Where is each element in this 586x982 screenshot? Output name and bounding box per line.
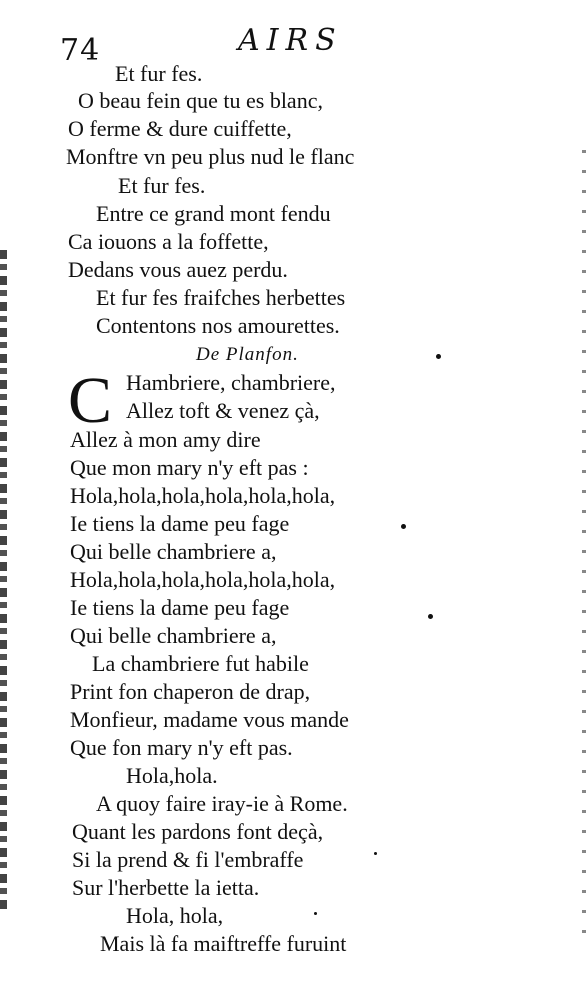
poem2-line: Monfieur, madame vous mande xyxy=(70,707,349,732)
poem1-line: O beau fein que tu es blanc, xyxy=(78,88,323,113)
poem1-line: Contentons nos amourettes. xyxy=(96,313,340,338)
page-number: 74 xyxy=(60,33,101,68)
poem2-line: Hola,hola,hola,hola,hola,hola, xyxy=(70,567,336,592)
page-edge-right xyxy=(582,150,586,940)
page-edge-left xyxy=(0,250,7,910)
poem2-line: Hola,hola,hola,hola,hola,hola, xyxy=(70,483,336,508)
ink-speck xyxy=(401,524,406,529)
attribution: De Planfon. xyxy=(196,344,299,365)
poem1-line: O ferme & dure cuiffette, xyxy=(68,116,292,141)
poem1-line: Ca iouons a la foffette, xyxy=(68,229,269,254)
poem2-line: Print fon chaperon de drap, xyxy=(70,679,311,704)
poem2-line: Hola, hola, xyxy=(126,903,224,928)
poem2-line: Que mon mary n'y eft pas : xyxy=(70,455,309,480)
ink-speck xyxy=(314,912,317,915)
poem1-line: Et fur fes. xyxy=(115,61,203,86)
poem2-line: Si la prend & fi l'embraffe xyxy=(72,847,304,872)
poem2-line: A quoy faire iray-ie à Rome. xyxy=(96,791,348,816)
poem1-line: Et fur fes. xyxy=(118,173,206,198)
poem2-line: Allez toft & venez çà, xyxy=(126,398,320,423)
poem2-first-line: Hambriere, chambriere, xyxy=(126,370,336,395)
running-head: AIRS xyxy=(238,23,343,58)
drop-cap: C xyxy=(68,364,113,437)
poem2-line: Que fon mary n'y eft pas. xyxy=(70,735,293,760)
poem1-line: Entre ce grand mont fendu xyxy=(96,201,331,226)
ink-speck xyxy=(428,614,433,619)
poem1-line: Monftre vn peu plus nud le flanc xyxy=(66,144,355,169)
poem2-line: Mais là fa maiftreffe furuint xyxy=(100,931,347,956)
poem2-line: Hola,hola. xyxy=(126,763,218,788)
poem2-line: Quant les pardons font deçà, xyxy=(72,819,324,844)
poem2-line: Allez à mon amy dire xyxy=(70,427,261,452)
poem2-line: Sur l'herbette la ietta. xyxy=(72,875,260,900)
poem2-line: La chambriere fut habile xyxy=(92,651,309,676)
ink-speck xyxy=(374,852,377,855)
poem2-line: Ie tiens la dame peu fage xyxy=(70,511,290,536)
poem1-line: Dedans vous auez perdu. xyxy=(68,257,288,282)
poem1-line: Et fur fes fraifches herbettes xyxy=(96,285,346,310)
ink-speck xyxy=(436,354,441,359)
poem2-line: Qui belle chambriere a, xyxy=(70,623,277,648)
poem2-line: Qui belle chambriere a, xyxy=(70,539,277,564)
poem2-line: Ie tiens la dame peu fage xyxy=(70,595,290,620)
